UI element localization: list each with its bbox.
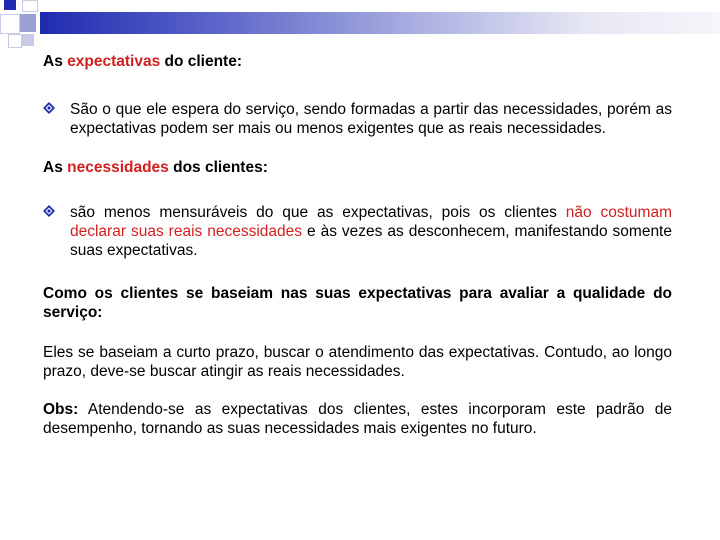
obs-paragraph <box>43 400 672 438</box>
heading-text: As <box>43 159 68 176</box>
bullet-text: são menos mensuráveis do que as expectativas, pois os clientes <box>70 204 566 221</box>
heading-text: do cliente: <box>160 53 243 70</box>
deco-square <box>22 0 38 12</box>
deco-square <box>20 14 36 32</box>
heading-highlight: necessidades <box>67 159 169 176</box>
slide-body <box>43 48 672 438</box>
bullet-item-expectativas <box>43 100 672 138</box>
section-heading-expectativas <box>43 52 672 71</box>
deco-square <box>8 34 22 48</box>
obs-label: Obs: <box>43 401 79 418</box>
header-gradient-bar <box>40 12 720 34</box>
question-paragraph: Como os clientes se baseiam nas suas expectativas para avaliar a qualidade do serviço: <box>43 285 672 321</box>
deco-square <box>4 0 16 10</box>
heading-highlight: expectativas <box>67 53 161 70</box>
deco-square <box>0 14 20 34</box>
diamond-bullet-icon <box>43 205 55 217</box>
deco-square <box>22 34 34 46</box>
slide-header-decoration <box>0 0 720 48</box>
bullet-item-necessidades <box>43 203 672 260</box>
bullet-highlight: não costumam declarar suas reais necessidades <box>70 204 672 240</box>
answer-paragraph: Eles se baseiam a curto prazo, buscar o atendimento das expectativas. Contudo, ao longo prazo, deve-se buscar atingir as reais necessidades. <box>43 344 672 380</box>
obs-text: Atendendo-se as expectativas dos clientes, estes incorporam este padrão de desempenho, tornando as suas necessidades mais exigentes no futuro. <box>43 401 672 437</box>
diamond-bullet-icon <box>43 102 55 114</box>
section-heading-necessidades <box>43 158 672 177</box>
heading-text: As <box>43 53 68 70</box>
bullet-text: e às vezes as desconhecem, manifestando somente suas expectativas. <box>70 223 672 259</box>
heading-text: dos clientes: <box>168 159 268 176</box>
bullet-text: São o que ele espera do serviço, sendo formadas a partir das necessidades, porém as expectativas podem ser mais ou menos exigentes que as reais necessidades. <box>70 101 672 137</box>
